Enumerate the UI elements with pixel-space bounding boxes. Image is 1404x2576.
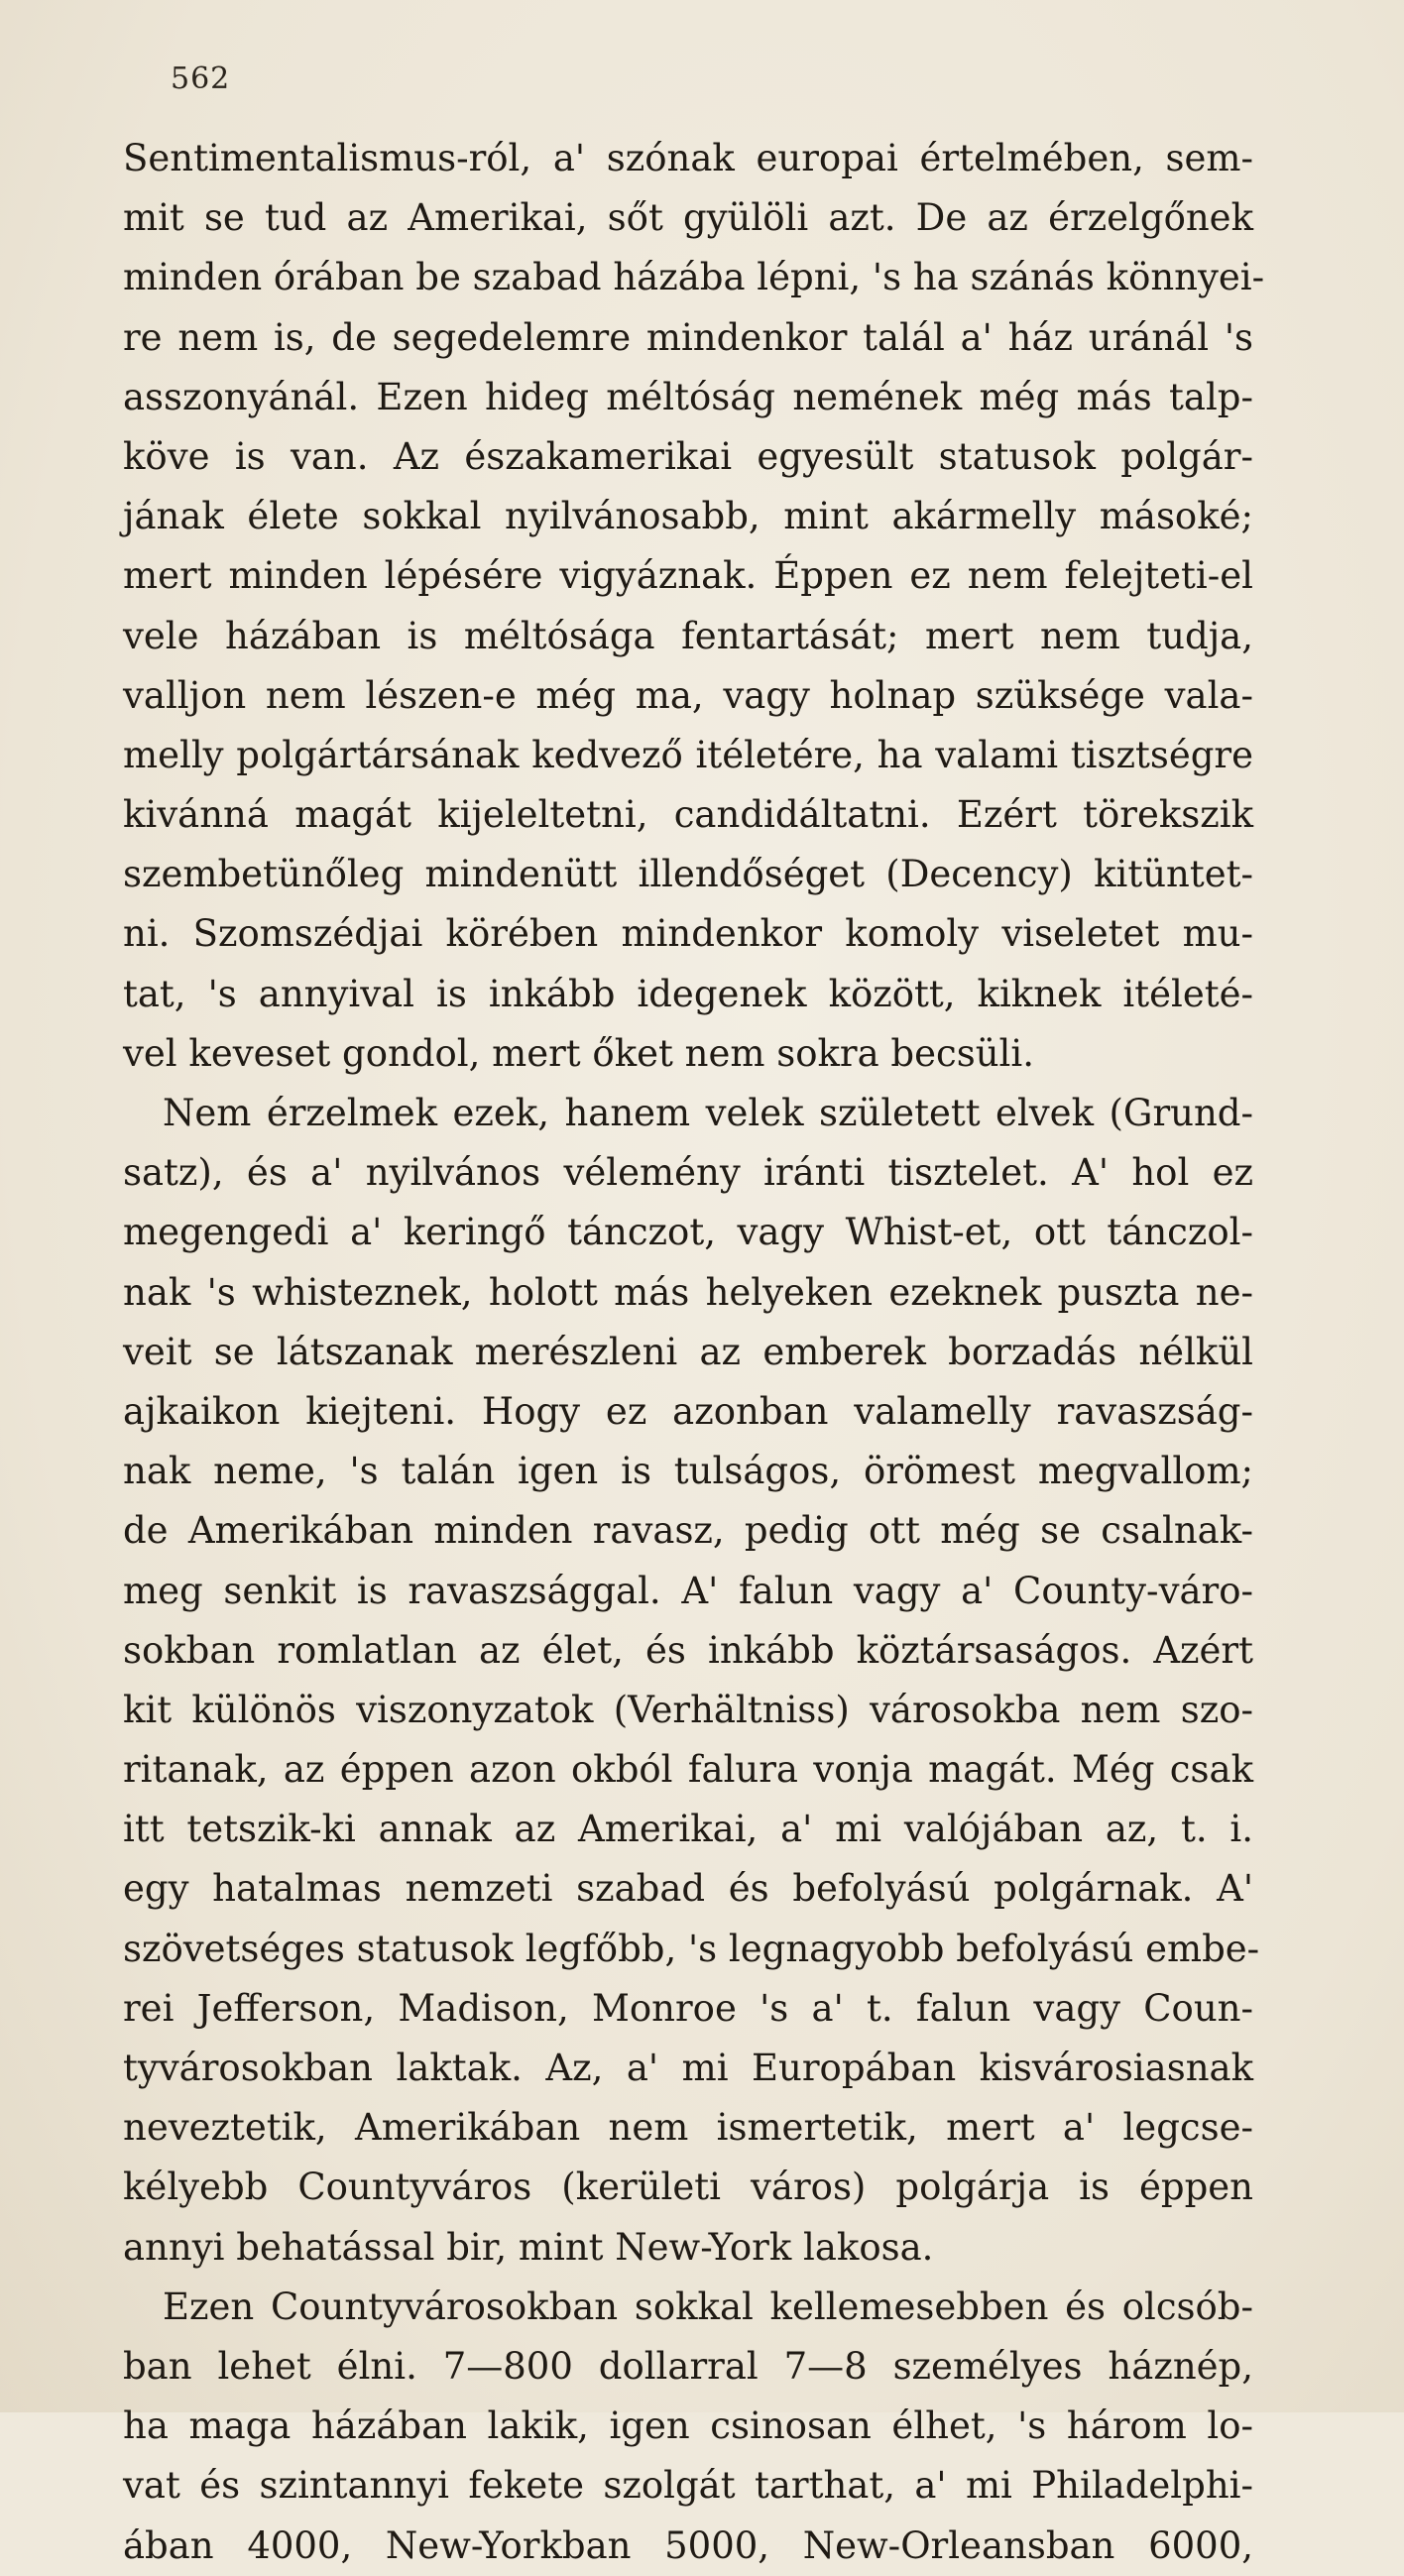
text-line: kit különös viszonyzatok (Verhältniss) városokba nem szo- bbox=[123, 1688, 1253, 1731]
text-line: itt tetszik-ki annak az Amerikai, a' mi valójában az, t. i. bbox=[123, 1808, 1253, 1851]
body-text bbox=[123, 129, 1265, 2576]
text-line: vat és szintannyi fekete szolgát tarthat, a' mi Philadelphi- bbox=[123, 2464, 1253, 2508]
text-line: mert minden lépésére vigyáznak. Éppen ez nem felejteti-el bbox=[123, 554, 1253, 598]
text-line: asszonyánál. Ezen hideg méltóság nemének még más talp- bbox=[123, 375, 1253, 418]
text-line: satz), és a' nyilvános vélemény iránti tisztelet. A' hol ez bbox=[123, 1151, 1253, 1195]
text-line: Sentimentalismus-ról, a' szónak europai értelmében, sem- bbox=[123, 137, 1253, 179]
text-line: neveztetik, Amerikában nem ismertetik, mert a' legcse- bbox=[123, 2106, 1253, 2150]
text-line: re nem is, de segedelemre mindenkor talál a' ház uránál 's bbox=[123, 315, 1253, 359]
text-line: rei Jefferson, Madison, Monroe 's a' t. falun vagy Coun- bbox=[123, 1986, 1253, 2030]
text-line: nak 's whisteznek, holott más helyeken ezeknek puszta ne- bbox=[123, 1270, 1253, 1314]
text-line: valljon nem lészen-e még ma, vagy holnap szüksége vala- bbox=[123, 673, 1253, 717]
text-line: ha maga házában lakik, igen csinosan élhet, 's három lo- bbox=[123, 2404, 1253, 2448]
text-line: köve is van. Az északamerikai egyesült statusok polgár- bbox=[123, 434, 1253, 478]
text-line: vel keveset gondol, mert őket nem sokra becsüli. bbox=[123, 1031, 1034, 1075]
text-line: ban lehet élni. 7—800 dollarral 7—8 személyes háznép, bbox=[123, 2344, 1253, 2388]
text-line: sokban romlatlan az élet, és inkább köztársaságos. Azért bbox=[123, 1628, 1253, 1672]
text-line: egy hatalmas nemzeti szabad és befolyású polgárnak. A' bbox=[123, 1867, 1253, 1911]
text-line: kivánná magát kijeleltetni, candidáltatni. Ezért törekszik bbox=[123, 793, 1253, 837]
text-line: szembetünőleg mindenütt illendőséget (Decency) kitüntet- bbox=[123, 853, 1253, 896]
text-line: ritanak, az éppen azon okból falura vonja magát. Még csak bbox=[123, 1748, 1253, 1792]
text-line: nak neme, 's talán igen is tulságos, örömest megvallom; bbox=[123, 1450, 1253, 1493]
text-line: melly polgártársának kedvező itéletére, ha valami tisztségre bbox=[123, 733, 1253, 776]
text-line: ni. Szomszédjai körében mindenkor komoly viseletet mu- bbox=[123, 912, 1253, 956]
text-line: ában 4000, New-Yorkban 5000, New-Orleansban 6000, bbox=[123, 2523, 1253, 2567]
page-number: 562 bbox=[171, 61, 231, 96]
text-line: megengedi a' keringő tánczot, vagy Whist-et, ott tánczol- bbox=[123, 1211, 1253, 1254]
text-line: mit se tud az Amerikai, sőt gyülöli azt. De az érzelgőnek bbox=[123, 196, 1253, 240]
text-line: Nem érzelmek ezek, hanem velek született elvek (Grund- bbox=[163, 1092, 1253, 1134]
text-line: vele házában is méltósága fentartását; mert nem tudja, bbox=[123, 614, 1253, 657]
text-line: minden órában be szabad házába lépni, 's ha szánás könnyei- bbox=[123, 256, 1265, 299]
text-line: annyi behatással bir, mint New-York lakosa. bbox=[123, 2225, 934, 2269]
text-line: tat, 's annyival is inkább idegenek között, kiknek itéleté- bbox=[123, 972, 1253, 1015]
text-line: jának élete sokkal nyilvánosabb, mint akármelly másoké; bbox=[123, 495, 1253, 538]
text-line: szövetséges statusok legfőbb, 's legnagyobb befolyású embe- bbox=[123, 1927, 1260, 1970]
text-line: ajkaikon kiejteni. Hogy ez azonban valamelly ravaszság- bbox=[123, 1389, 1253, 1433]
text-line: de Amerikában minden ravasz, pedig ott még se csalnak- bbox=[123, 1509, 1253, 1553]
text-line: tyvárosokban laktak. Az, a' mi Europában kisvárosiasnak bbox=[123, 2047, 1253, 2089]
text-line: Ezen Countyvárosokban sokkal kellemesebben és olcsób- bbox=[163, 2284, 1253, 2328]
text-line: meg senkit is ravaszsággal. A' falun vagy a' County-váro- bbox=[123, 1569, 1253, 1612]
text-line: kélyebb Countyváros (kerületi város) polgárja is éppen bbox=[123, 2166, 1253, 2209]
text-line: veit se látszanak merészleni az emberek borzadás nélkül bbox=[123, 1330, 1253, 1373]
